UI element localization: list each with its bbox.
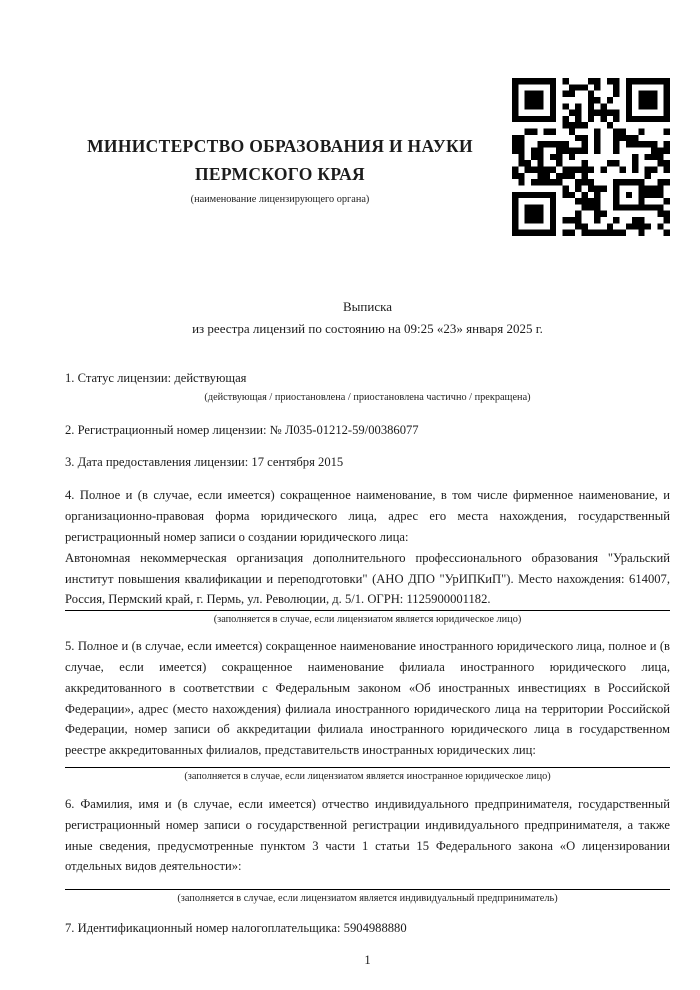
licensing-authority-caption: (наименование лицензирующего органа) xyxy=(190,194,370,205)
foreign-entity-item xyxy=(65,636,670,783)
ministry-name-line2: ПЕРМСКОГО КРАЯ xyxy=(195,164,365,184)
licensing-authority-block xyxy=(65,78,495,205)
extract-title-line2: из реестра лицензий по состоянию на 09:25 «23» января 2025 г. xyxy=(192,321,543,336)
fill-in-rule-legal-entity xyxy=(65,610,670,611)
legal-entity-value: Автономная некоммерческая организация дополнительного профессионального образования "Уральский институт повышения квалификации и переподготовки" (АНО ДПО "УрИПКиП"). Место нахождения: 614007, Россия, Пермский край, г. Пермь, ул. Революции, д. 5/1. ОГРН: 1125900001182. xyxy=(65,550,670,607)
taxpayer-id-item xyxy=(65,918,670,939)
individual-entrepreneur-label: 6. Фамилия, имя и (в случае, если имеется) отчество индивидуального предпринимателя, государственный регистрационный номер записи о государственной регистрации индивидуального предпринимателя, а также иные сведения, предусмотренные пунктом 3 части 1 статьи 15 Федерального закона «О лицензировании отдельных видов деятельности»: xyxy=(65,796,670,874)
page-number: 1 xyxy=(364,952,371,967)
license-status-item xyxy=(65,368,670,404)
ministry-name-line1: МИНИСТЕРСТВО ОБРАЗОВАНИЯ И НАУКИ xyxy=(87,136,473,156)
grant-date-text: 3. Дата предоставления лицензии: 17 сентября 2015 xyxy=(65,454,344,469)
license-status-text: 1. Статус лицензии: действующая xyxy=(65,371,247,385)
fill-in-rule-individual-entrepreneur xyxy=(65,889,670,890)
foreign-entity-caption: (заполняется в случае, если лицензиатом является иностранное юридическое лицо) xyxy=(184,770,551,782)
foreign-entity-label: 5. Полное и (в случае, если имеется) сокращенное наименование иностранного юридического лица, полное и (в случае, если имеется) сокращенное наименование филиала иностранного юридического лица, аккредитованного в соответствии с Федеральным законом «Об иностранных инвестициях в Российской Федерации», адрес (место нахождения) филиала иностранного юридического лица на территории Российской Федерации, номер записи об аккредитации филиала иностранного юридического лица в государственном реестре аккредитованных филиалов, представительств иностранных юридических лиц: xyxy=(65,639,670,758)
extract-title-line1: Выписка xyxy=(343,299,392,314)
individual-entrepreneur-caption: (заполняется в случае, если лицензиатом является индивидуальный предприниматель) xyxy=(177,893,558,905)
qr-code-image xyxy=(512,78,670,236)
qr-code-icon xyxy=(512,78,670,236)
extract-title xyxy=(65,296,670,340)
registration-number-item xyxy=(65,420,670,441)
legal-entity-caption: (заполняется в случае, если лицензиатом является юридическое лицо) xyxy=(213,614,522,626)
taxpayer-id-text: 7. Идентификационный номер налогоплательщика: 5904988880 xyxy=(65,921,407,936)
legal-entity-label: 4. Полное и (в случае, если имеется) сокращенное наименование, в том числе фирменное наименование, и организационно-правовая форма юридического лица, адрес его места нахождения, государственный регистрационный номер записи о создании юридического лица: xyxy=(65,488,670,544)
document-header xyxy=(65,78,670,236)
grant-date-item xyxy=(65,452,670,473)
legal-entity-item xyxy=(65,485,670,626)
registration-number-text: 2. Регистрационный номер лицензии: № Л035-01212-59/00386077 xyxy=(65,422,419,437)
license-status-caption: (действующая / приостановлена / приостановлена частично / прекращена) xyxy=(204,391,531,403)
individual-entrepreneur-item xyxy=(65,794,670,905)
fill-in-rule-foreign-entity xyxy=(65,767,670,768)
